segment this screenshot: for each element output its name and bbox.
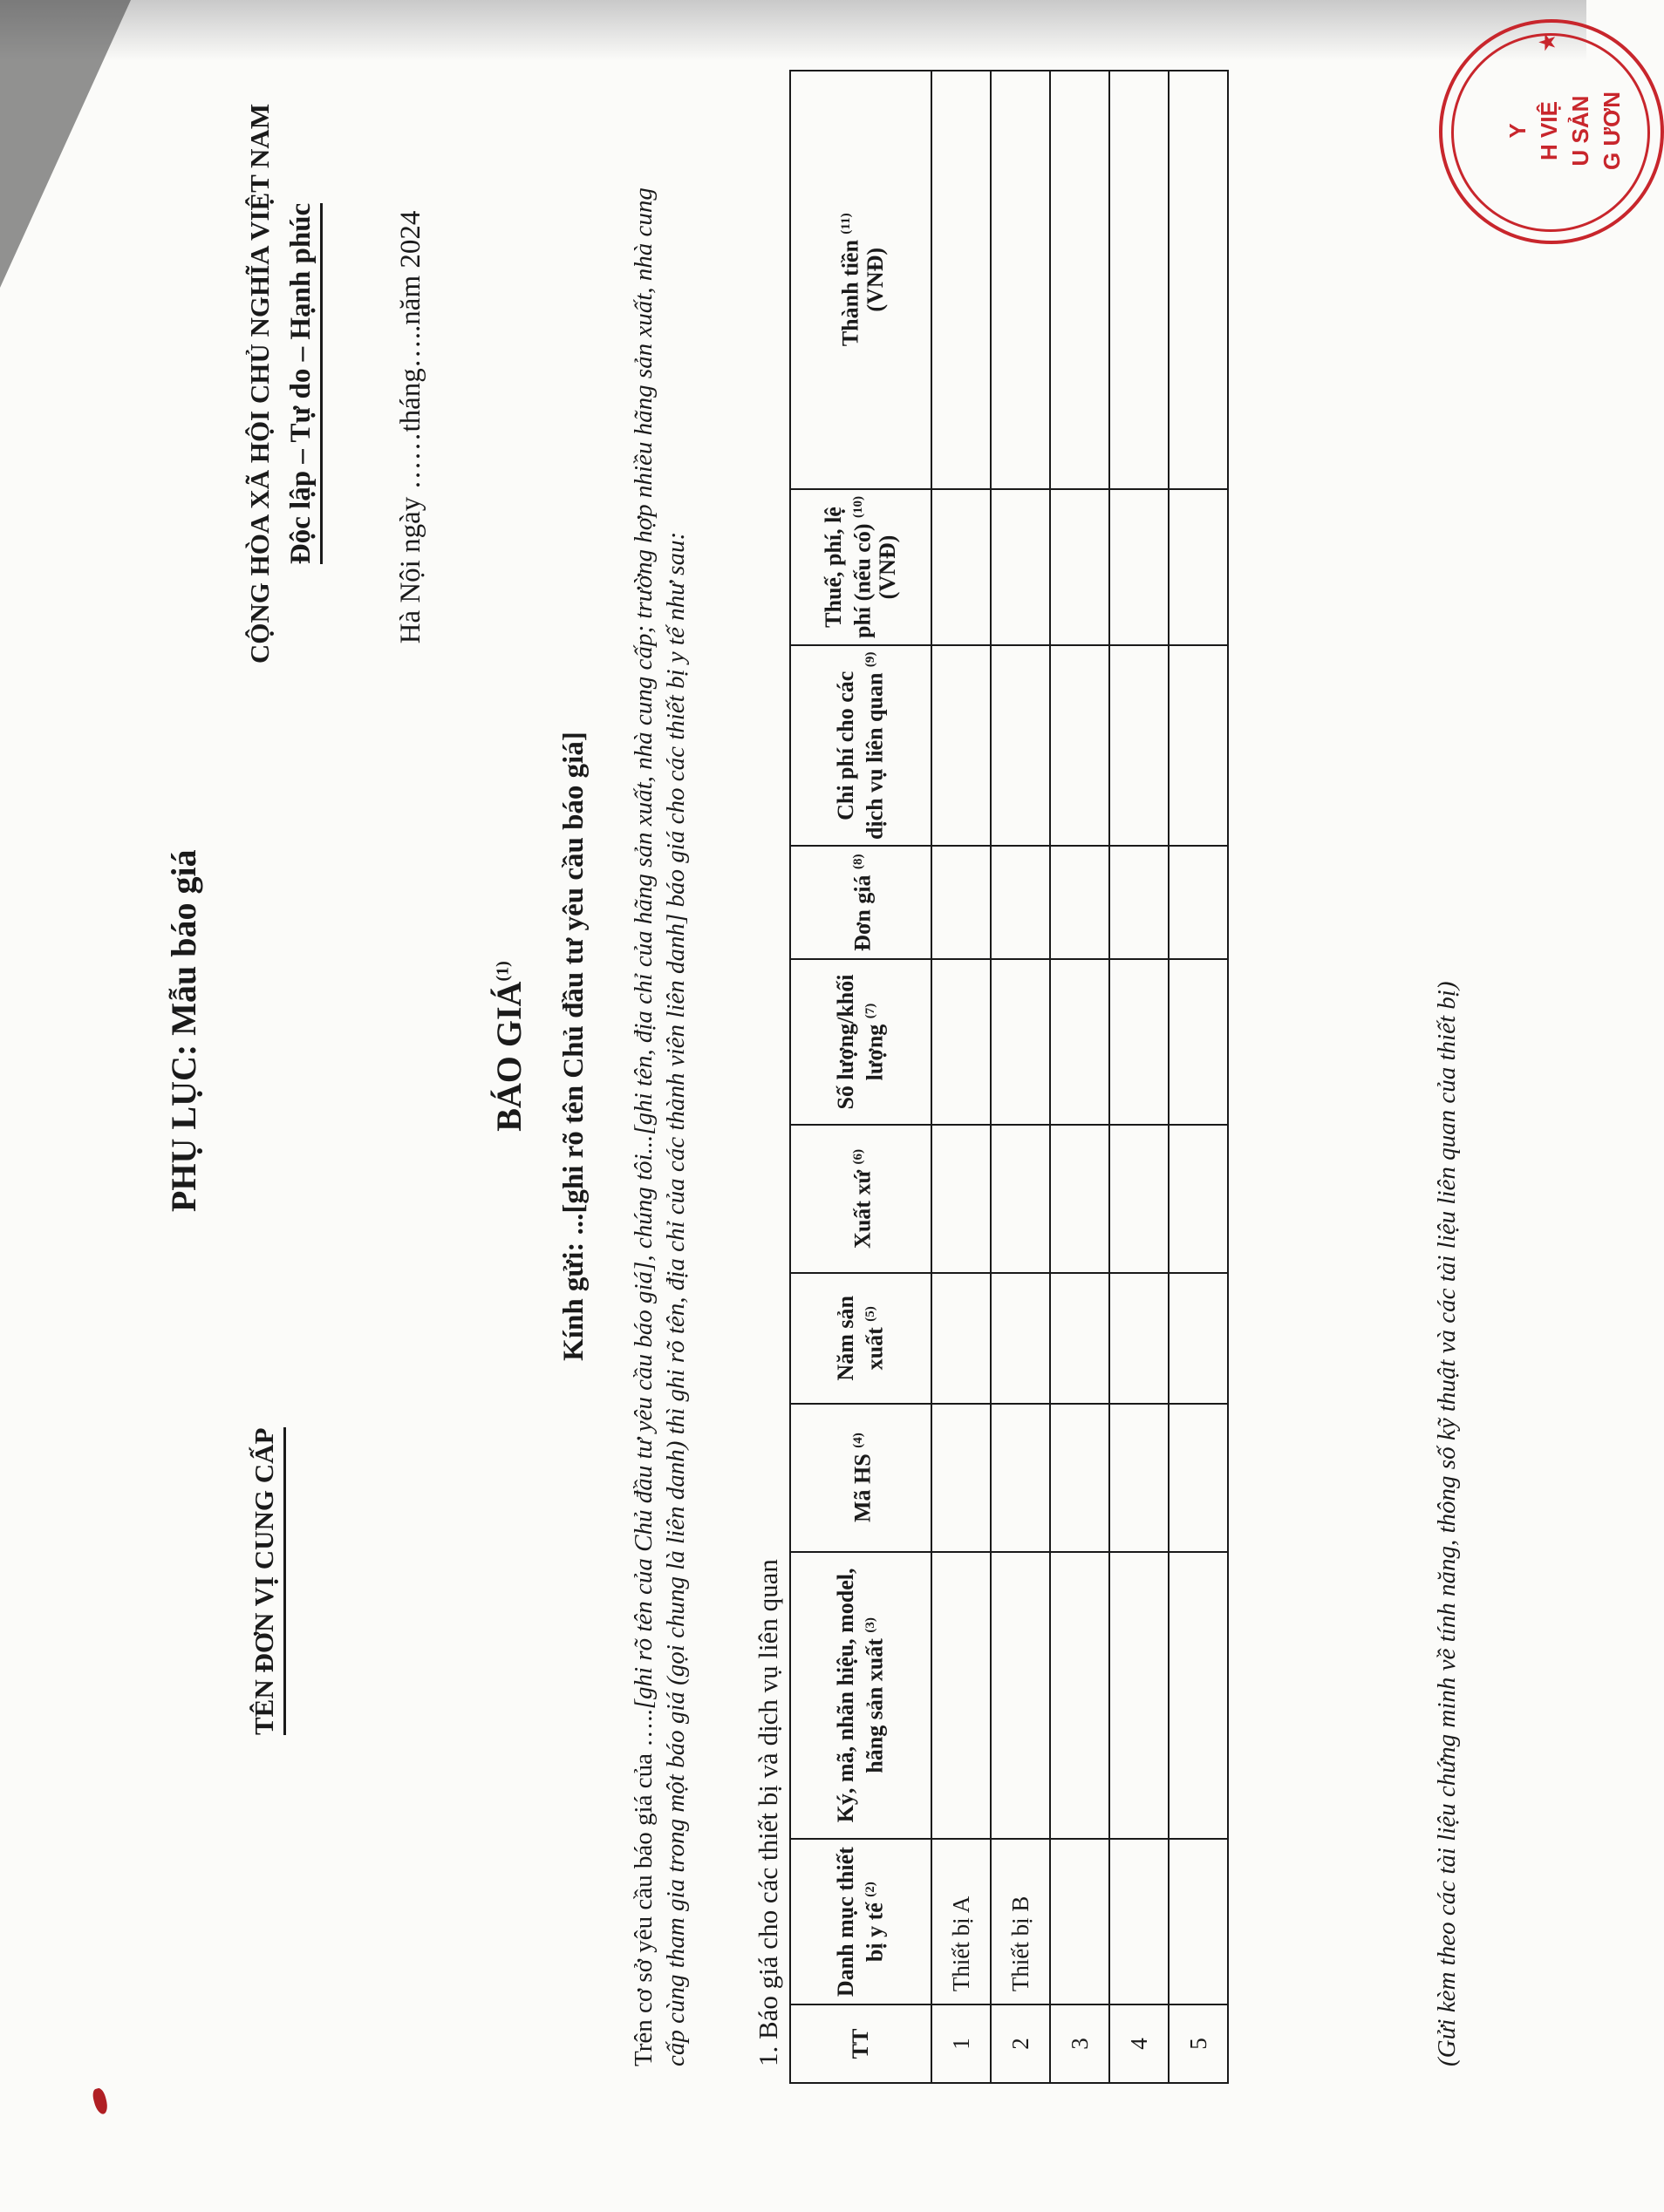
column-header-0	[790, 2004, 931, 2083]
section-heading: 1. Báo giá cho các thiết bị và dịch vụ liên quan	[753, 1559, 783, 2066]
table-cell	[991, 645, 1050, 846]
table-cell	[1169, 1273, 1228, 1404]
column-header-note: (9)	[863, 651, 878, 668]
column-header-6	[790, 959, 931, 1125]
table-cell	[1109, 959, 1169, 1125]
table-cell	[1169, 1552, 1228, 1840]
table-cell	[1050, 489, 1109, 646]
stamp-text	[1502, 52, 1627, 209]
table-cell	[1050, 71, 1109, 489]
table-cell	[1109, 846, 1169, 959]
table-cell	[1109, 1404, 1169, 1552]
rotated-document	[92, 0, 1625, 2101]
table-cell	[1109, 71, 1169, 489]
column-header-1	[790, 1839, 931, 2004]
footnote: (Gửi kèm theo các tài liệu chứng minh về tính năng, thông số kỹ thuật và các tài liệu liên quan của thiết bị)	[1433, 981, 1461, 2066]
table-body	[931, 71, 1228, 2083]
table-cell	[1050, 959, 1109, 1125]
addressee-line: Kính gửi: ...[ghi rõ tên Chủ đầu tư yêu cầu báo giá]	[558, 732, 590, 1361]
stamp-line-3: U SẢN	[1567, 95, 1593, 167]
row-item: Thiết bị A	[931, 1839, 991, 2004]
table-cell	[931, 1273, 991, 1404]
quotation-table	[789, 70, 1229, 2084]
column-header-9	[790, 489, 931, 646]
column-header-text: Năm sản xuất	[833, 1296, 888, 1381]
column-header-text: Thành tiền	[837, 240, 863, 347]
table-row	[1169, 71, 1228, 2083]
table-cell	[931, 645, 991, 846]
intro-paragraph	[628, 148, 692, 2066]
column-header-text: Đơn giá	[849, 875, 876, 951]
table-cell	[1050, 846, 1109, 959]
table-cell	[1050, 1125, 1109, 1273]
stamp-line-2: H VIỆ	[1536, 101, 1562, 160]
column-header-note: (2)	[863, 1882, 878, 1897]
column-header-note: (11)	[839, 213, 854, 235]
table-cell	[1169, 489, 1228, 646]
table-cell	[991, 1273, 1050, 1404]
table-cell	[1169, 71, 1228, 489]
stamp-line-4: G ƯƠN	[1599, 92, 1625, 170]
stamp-line-1: Y	[1504, 123, 1531, 139]
row-number: 3	[1050, 2004, 1109, 2083]
table-cell	[931, 1552, 991, 1840]
row-number: 1	[931, 2004, 991, 2083]
table-row	[931, 71, 991, 2083]
table-cell	[1169, 1404, 1228, 1552]
stamp-star-icon: ★	[1535, 31, 1560, 52]
row-number: 5	[1169, 2004, 1228, 2083]
table-cell	[1109, 489, 1169, 646]
table-cell	[931, 489, 991, 646]
table-cell	[931, 1404, 991, 1552]
column-header-note: (3)	[863, 1617, 878, 1633]
table-cell	[1050, 1552, 1109, 1840]
column-header-text: Thuế, phí, lệ phí (nếu có)	[821, 507, 876, 638]
table-cell	[991, 959, 1050, 1125]
table-cell	[991, 1125, 1050, 1273]
column-header-note: (4)	[851, 1433, 866, 1448]
column-header-text: TT	[848, 2028, 873, 2059]
row-number: 4	[1109, 2004, 1169, 2083]
intro-part2: [ghi rõ tên của Chủ đầu tư yêu cầu báo giá], chúng tôi...[ghi tên, địa chỉ của hãng sản xuất, nhà cung cấp; trường hợp nhiều hãng sản xuất, nhà cung cấp cùng tham gia trong một báo giá (gọi chung là liên danh) thì ghi rõ tên, địa chỉ của các thành viên liên danh] báo giá cho các thiết bị y tế như sau:	[630, 187, 690, 2066]
table-cell	[931, 846, 991, 959]
table-cell	[931, 71, 991, 489]
table-cell	[931, 1125, 991, 1273]
column-header-note: (5)	[863, 1306, 878, 1322]
column-header-note: (8)	[851, 854, 866, 869]
column-header-text: Danh mục thiết bị y tế	[833, 1847, 888, 1998]
column-header-text: Số lượng/khối lượng	[833, 974, 888, 1110]
column-header-text: Xuất xứ	[849, 1169, 876, 1249]
appendix-title: PHỤ LỤC: Mẫu báo giá	[164, 849, 203, 1212]
column-header-unit: (VNĐ)	[874, 534, 900, 600]
intro-part1: Trên cơ sở yêu cầu báo giá của …..	[630, 1709, 658, 2066]
motto-text: Độc lập – Tự do – Hạnh phúc	[285, 203, 323, 564]
column-header-note: (10)	[851, 496, 866, 519]
red-stamp	[1439, 17, 1631, 244]
column-header-unit: (VNĐ)	[862, 247, 888, 312]
table-cell	[1109, 1273, 1169, 1404]
column-header-note: (7)	[863, 1003, 878, 1019]
table-row	[991, 71, 1050, 2083]
table-cell	[1169, 1125, 1228, 1273]
title-text: BÁO GIÁ	[489, 981, 529, 1132]
table-cell	[1050, 1404, 1109, 1552]
table-cell	[1109, 1125, 1169, 1273]
table-cell	[1109, 1552, 1169, 1840]
national-motto	[285, 0, 317, 776]
title-note: (1)	[493, 961, 513, 982]
supplier-name: TÊN ĐƠN VỊ CUNG CẤP	[249, 1427, 286, 1735]
table-cell	[1050, 1273, 1109, 1404]
table-cell	[1169, 846, 1228, 959]
table-cell	[991, 489, 1050, 646]
table-header-row	[790, 71, 931, 2083]
row-item	[1050, 1839, 1109, 2004]
column-header-3	[790, 1404, 931, 1552]
table-row	[1050, 71, 1109, 2083]
table-cell	[931, 959, 991, 1125]
date-line: Hà Nội ngày ……tháng…..năm 2024	[395, 210, 426, 644]
table-cell	[1169, 959, 1228, 1125]
table-cell	[991, 1552, 1050, 1840]
column-header-10	[790, 71, 931, 489]
column-header-8	[790, 645, 931, 846]
row-item	[1169, 1839, 1228, 2004]
column-header-text: Ký, mã, nhãn hiệu, model, hãng sản xuất	[833, 1568, 888, 1823]
country-heading: CỘNG HÒA XÃ HỘI CHỦ NGHĨA VIỆT NAM	[244, 103, 275, 664]
row-item: Thiết bị B	[991, 1839, 1050, 2004]
table-cell	[991, 846, 1050, 959]
table-cell	[991, 71, 1050, 489]
table-cell	[1109, 645, 1169, 846]
column-header-text: Mã HS	[849, 1453, 876, 1523]
column-header-5	[790, 1125, 931, 1273]
column-header-7	[790, 846, 931, 959]
column-header-4	[790, 1273, 931, 1404]
table-cell	[991, 1404, 1050, 1552]
column-header-note: (6)	[851, 1148, 866, 1165]
row-number: 2	[991, 2004, 1050, 2083]
row-item	[1109, 1839, 1169, 2004]
table-cell	[1050, 645, 1109, 846]
table-row	[1109, 71, 1169, 2083]
column-header-text: Chi phí cho các dịch vụ liên quan	[833, 670, 888, 841]
table-cell	[1169, 645, 1228, 846]
document-title	[488, 0, 529, 2101]
column-header-2	[790, 1552, 931, 1840]
